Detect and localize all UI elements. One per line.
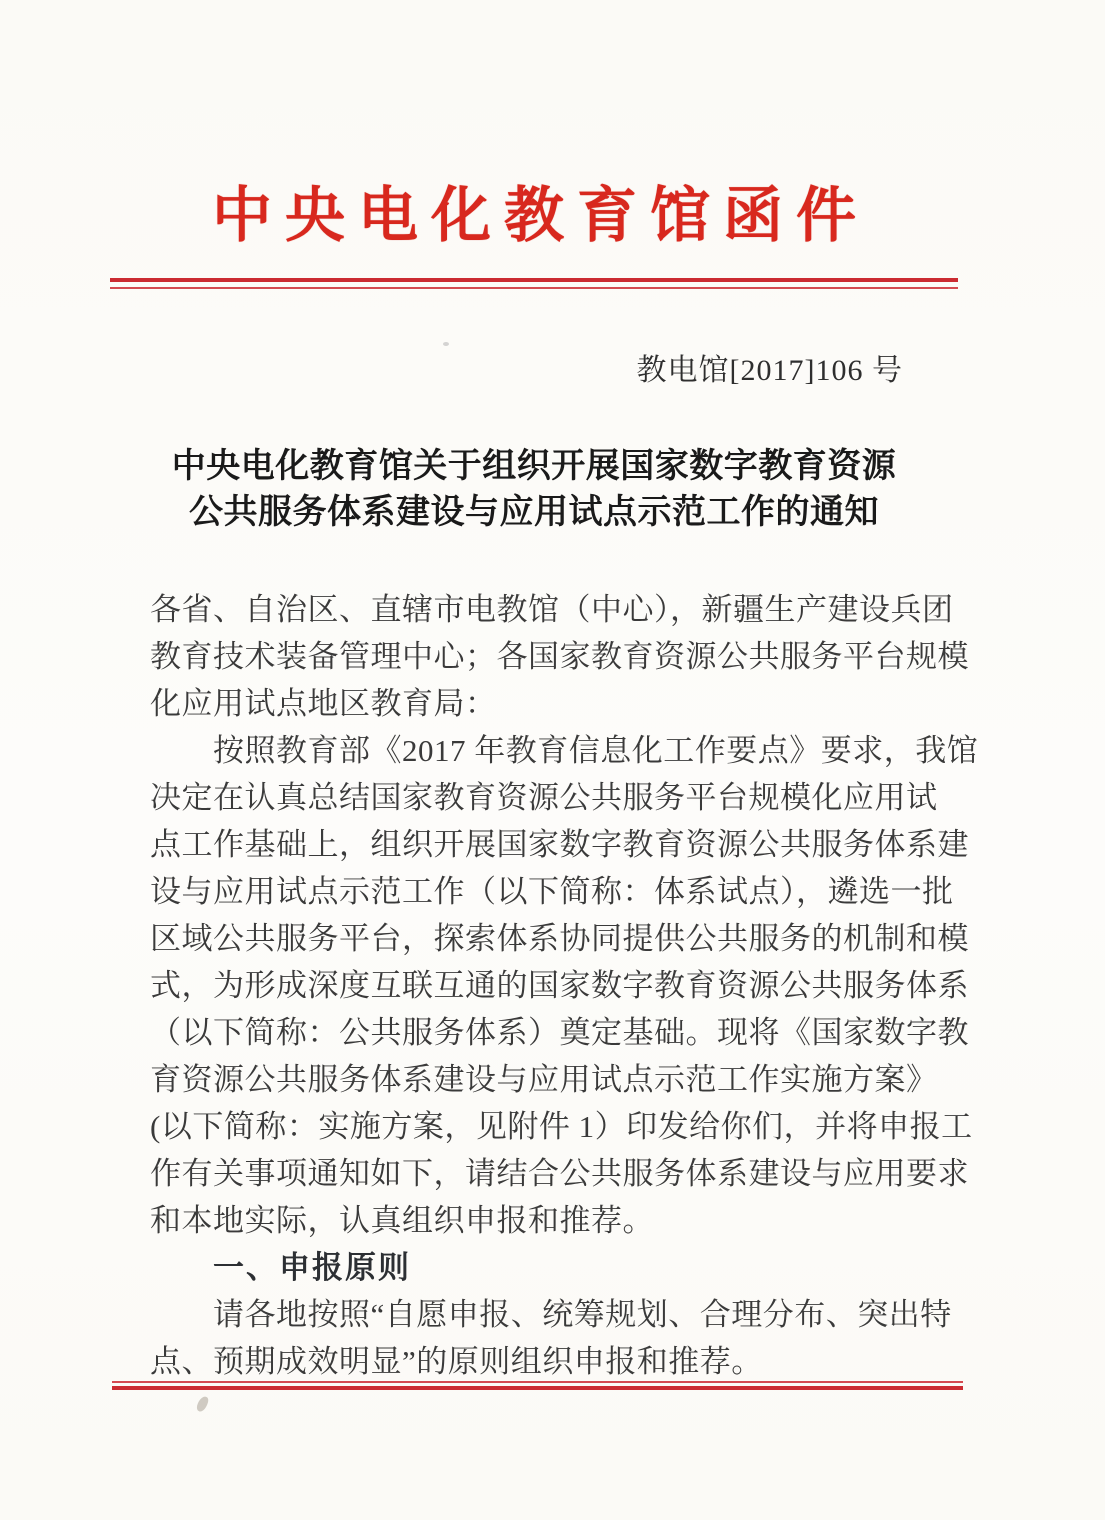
body-line: 式，为形成深度互联互通的国家数字教育资源公共服务体系 [150,968,969,1003]
body-line: 点、预期成效明显”的原则组织申报和推荐。 [150,1344,763,1379]
body-line: 请各地按照“自愿申报、统筹规划、合理分布、突出特 [213,1297,952,1332]
body-line: （以下简称：公共服务体系）奠定基础。现将《国家数字教 [150,1015,969,1050]
body-line: 按照教育部《2017 年教育信息化工作要点》要求，我馆 [213,733,979,768]
body-line: 点工作基础上，组织开展国家数字教育资源公共服务体系建 [150,827,969,862]
body-line: 和本地实际，认真组织申报和推荐。 [150,1203,654,1238]
scan-artifact [443,342,449,346]
document-title-line1: 中央电化教育馆关于组织开展国家数字教育资源 [171,448,897,485]
section-heading: 一、申报原则 [213,1250,411,1285]
body-line: 决定在认真总结国家教育资源公共服务平台规模化应用试 [150,780,938,815]
body-line: (以下简称：实施方案，见附件 1）印发给你们，并将申报工 [150,1109,973,1144]
body-line: 各省、自治区、直辖市电教馆（中心），新疆生产建设兵团 [150,592,954,627]
header-rule-thick [110,278,958,282]
body-line: 育资源公共服务体系建设与应用试点示范工作实施方案》 [150,1062,938,1097]
scan-artifact [195,1395,210,1413]
body-line: 区域公共服务平台，探索体系协同提供公共服务的机制和模 [150,921,969,956]
footer-rule-thick [112,1386,963,1390]
header-rule-thin [110,287,958,289]
footer-double-rule [112,1381,963,1390]
document-body [150,586,979,1385]
body-line: 教育技术装备管理中心；各国家教育资源公共服务平台规模 [150,639,969,674]
document-title [110,444,958,536]
letterhead-title: 中央电化教育馆函件 [212,183,869,249]
body-line: 设与应用试点示范工作（以下简称：体系试点），遴选一批 [150,874,954,909]
body-line: 化应用试点地区教育局： [150,686,497,721]
footer-rule-thin [112,1381,963,1383]
document-number: 教电馆[2017]106 号 [636,354,903,387]
header-double-rule [110,278,958,289]
document-title-line2: 公共服务体系建设与应用试点示范工作的通知 [189,494,879,531]
body-line: 作有关事项通知如下，请结合公共服务体系建设与应用要求 [150,1156,969,1191]
